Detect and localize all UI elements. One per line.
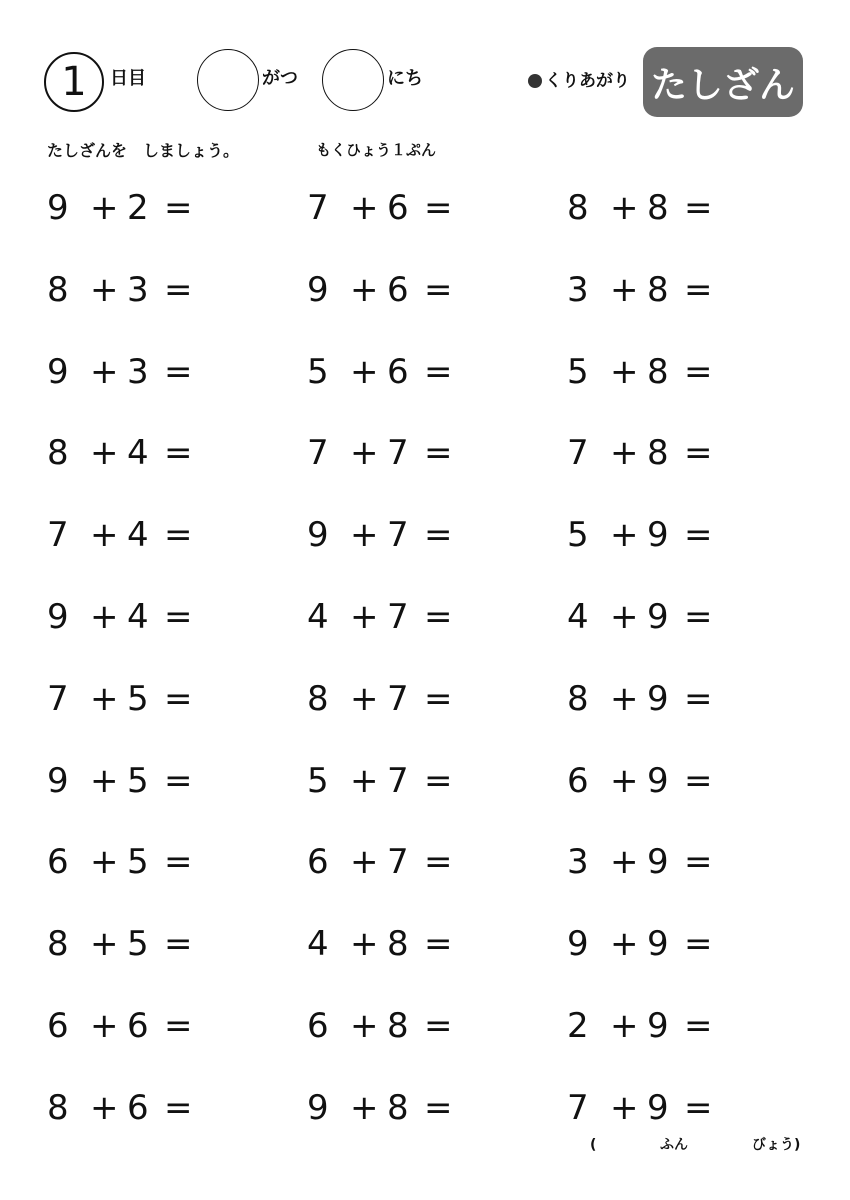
equals-sign: = — [424, 270, 453, 310]
plus-sign: + — [90, 352, 119, 392]
second-addend: 6 — [387, 188, 409, 228]
second-addend: 8 — [647, 188, 669, 228]
date-input-circle[interactable] — [322, 49, 384, 111]
second-addend: 4 — [127, 597, 149, 637]
equals-sign: = — [424, 679, 453, 719]
first-addend: 9 — [47, 597, 69, 637]
plus-sign: + — [350, 270, 379, 310]
minutes-label: ふん — [660, 1137, 688, 1153]
first-addend: 5 — [307, 352, 329, 392]
first-addend: 8 — [47, 924, 69, 964]
plus-sign: + — [350, 597, 379, 637]
second-addend: 9 — [647, 842, 669, 882]
first-addend: 2 — [567, 1006, 589, 1046]
plus-sign: + — [350, 188, 379, 228]
plus-sign: + — [350, 433, 379, 473]
second-addend: 5 — [127, 679, 149, 719]
second-addend: 8 — [387, 1088, 409, 1128]
second-addend: 7 — [387, 679, 409, 719]
first-addend: 8 — [567, 679, 589, 719]
second-addend: 4 — [127, 433, 149, 473]
second-addend: 7 — [387, 597, 409, 637]
plus-sign: + — [90, 1088, 119, 1128]
second-addend: 4 — [127, 515, 149, 555]
first-addend: 6 — [307, 842, 329, 882]
second-addend: 9 — [647, 515, 669, 555]
first-addend: 9 — [307, 1088, 329, 1128]
equals-sign: = — [164, 761, 193, 801]
math-problem — [307, 919, 527, 969]
plus-sign: + — [90, 842, 119, 882]
first-addend: 7 — [307, 188, 329, 228]
math-problem — [307, 1083, 527, 1133]
first-addend: 5 — [567, 515, 589, 555]
equals-sign: = — [424, 352, 453, 392]
math-problem — [567, 1001, 787, 1051]
math-problem — [307, 183, 527, 233]
equals-sign: = — [164, 924, 193, 964]
plus-sign: + — [350, 515, 379, 555]
equals-sign: = — [684, 1006, 713, 1046]
equals-sign: = — [164, 679, 193, 719]
math-problem — [47, 756, 267, 806]
first-addend: 6 — [47, 1006, 69, 1046]
first-addend: 4 — [567, 597, 589, 637]
plus-sign: + — [350, 924, 379, 964]
plus-sign: + — [90, 597, 119, 637]
second-addend: 8 — [387, 1006, 409, 1046]
math-problem — [567, 183, 787, 233]
plus-sign: + — [350, 761, 379, 801]
second-addend: 9 — [647, 597, 669, 637]
plus-sign: + — [610, 188, 639, 228]
day-label: 日目 — [110, 68, 146, 89]
plus-sign: + — [90, 1006, 119, 1046]
plus-sign: + — [610, 842, 639, 882]
math-problem — [47, 510, 267, 560]
first-addend: 9 — [307, 270, 329, 310]
plus-sign: + — [350, 352, 379, 392]
first-addend: 6 — [567, 761, 589, 801]
math-problem — [567, 1083, 787, 1133]
title-badge — [643, 47, 803, 117]
goal-text: もくひょう１ぷん — [316, 141, 437, 159]
plus-sign: + — [90, 433, 119, 473]
second-addend: 6 — [127, 1006, 149, 1046]
first-addend: 4 — [307, 597, 329, 637]
equals-sign: = — [164, 1006, 193, 1046]
equals-sign: = — [684, 515, 713, 555]
day-number: 1 — [61, 59, 87, 105]
first-addend: 7 — [567, 433, 589, 473]
second-addend: 7 — [387, 761, 409, 801]
math-problem — [47, 592, 267, 642]
plus-sign: + — [90, 761, 119, 801]
plus-sign: + — [610, 1006, 639, 1046]
first-addend: 8 — [567, 188, 589, 228]
second-addend: 8 — [647, 352, 669, 392]
second-addend: 7 — [387, 515, 409, 555]
plus-sign: + — [350, 1088, 379, 1128]
first-addend: 8 — [47, 270, 69, 310]
first-addend: 9 — [47, 352, 69, 392]
math-problem — [47, 1001, 267, 1051]
second-addend: 9 — [647, 761, 669, 801]
equals-sign: = — [164, 352, 193, 392]
equals-sign: = — [424, 1006, 453, 1046]
plus-sign: + — [610, 679, 639, 719]
math-problem — [567, 837, 787, 887]
equals-sign: = — [424, 924, 453, 964]
equals-sign: = — [164, 433, 193, 473]
equals-sign: = — [164, 188, 193, 228]
second-addend: 6 — [127, 1088, 149, 1128]
math-problem — [307, 756, 527, 806]
first-addend: 3 — [567, 842, 589, 882]
math-problem — [47, 347, 267, 397]
first-addend: 5 — [567, 352, 589, 392]
plus-sign: + — [610, 597, 639, 637]
equals-sign: = — [684, 433, 713, 473]
math-problem — [47, 674, 267, 724]
equals-sign: = — [684, 679, 713, 719]
first-addend: 7 — [47, 515, 69, 555]
equals-sign: = — [164, 597, 193, 637]
first-addend: 6 — [47, 842, 69, 882]
second-addend: 5 — [127, 761, 149, 801]
equals-sign: = — [684, 842, 713, 882]
first-addend: 6 — [307, 1006, 329, 1046]
math-problem — [567, 510, 787, 560]
plus-sign: + — [90, 515, 119, 555]
second-addend: 6 — [387, 270, 409, 310]
plus-sign: + — [90, 924, 119, 964]
first-addend: 9 — [47, 761, 69, 801]
math-problem — [567, 265, 787, 315]
equals-sign: = — [424, 188, 453, 228]
first-addend: 4 — [307, 924, 329, 964]
instruction-text: たしざんを しましょう。 — [47, 141, 240, 160]
first-addend: 8 — [47, 433, 69, 473]
bullet-icon — [528, 74, 542, 88]
plus-sign: + — [610, 515, 639, 555]
second-addend: 9 — [647, 679, 669, 719]
first-addend: 9 — [307, 515, 329, 555]
math-problem — [307, 265, 527, 315]
equals-sign: = — [424, 842, 453, 882]
second-addend: 8 — [647, 270, 669, 310]
equals-sign: = — [164, 270, 193, 310]
math-problem — [47, 265, 267, 315]
math-problem — [567, 756, 787, 806]
equals-sign: = — [164, 515, 193, 555]
equals-sign: = — [424, 1088, 453, 1128]
second-addend: 5 — [127, 924, 149, 964]
math-problem — [47, 183, 267, 233]
math-problem — [567, 347, 787, 397]
second-addend: 3 — [127, 270, 149, 310]
page-title: たしざん — [650, 64, 795, 106]
plus-sign: + — [90, 679, 119, 719]
plus-sign: + — [90, 270, 119, 310]
math-problem — [47, 837, 267, 887]
second-addend: 8 — [387, 924, 409, 964]
equals-sign: = — [424, 433, 453, 473]
plus-sign: + — [350, 842, 379, 882]
plus-sign: + — [610, 270, 639, 310]
date-label: にち — [387, 68, 423, 89]
month-input-circle[interactable] — [197, 49, 259, 111]
first-addend: 9 — [47, 188, 69, 228]
first-addend: 8 — [47, 1088, 69, 1128]
category-label: くりあがり — [545, 71, 630, 91]
first-addend: 5 — [307, 761, 329, 801]
second-addend: 9 — [647, 1006, 669, 1046]
math-problem — [307, 510, 527, 560]
seconds-label: びょう) — [752, 1137, 801, 1153]
equals-sign: = — [424, 515, 453, 555]
first-addend: 8 — [307, 679, 329, 719]
plus-sign: + — [90, 188, 119, 228]
equals-sign: = — [684, 761, 713, 801]
math-problem — [47, 428, 267, 478]
first-addend: 9 — [567, 924, 589, 964]
math-problem — [567, 592, 787, 642]
equals-sign: = — [164, 842, 193, 882]
math-problem — [307, 347, 527, 397]
second-addend: 9 — [647, 924, 669, 964]
second-addend: 3 — [127, 352, 149, 392]
math-problem — [47, 1083, 267, 1133]
equals-sign: = — [684, 924, 713, 964]
math-problem — [307, 1001, 527, 1051]
first-addend: 7 — [47, 679, 69, 719]
second-addend: 6 — [387, 352, 409, 392]
month-label: がつ — [262, 68, 298, 89]
equals-sign: = — [684, 1088, 713, 1128]
plus-sign: + — [610, 433, 639, 473]
math-problem — [307, 428, 527, 478]
second-addend: 7 — [387, 842, 409, 882]
plus-sign: + — [350, 1006, 379, 1046]
second-addend: 9 — [647, 1088, 669, 1128]
plus-sign: + — [610, 352, 639, 392]
first-addend: 7 — [567, 1088, 589, 1128]
plus-sign: + — [610, 924, 639, 964]
equals-sign: = — [684, 188, 713, 228]
second-addend: 8 — [647, 433, 669, 473]
equals-sign: = — [684, 270, 713, 310]
time-open-paren: ( — [590, 1137, 597, 1153]
day-number-circle — [44, 52, 104, 112]
plus-sign: + — [350, 679, 379, 719]
equals-sign: = — [424, 597, 453, 637]
plus-sign: + — [610, 761, 639, 801]
math-problem — [47, 919, 267, 969]
equals-sign: = — [684, 597, 713, 637]
equals-sign: = — [164, 1088, 193, 1128]
first-addend: 3 — [567, 270, 589, 310]
second-addend: 7 — [387, 433, 409, 473]
math-problem — [567, 919, 787, 969]
math-problem — [307, 674, 527, 724]
math-problem — [307, 837, 527, 887]
math-problem — [567, 674, 787, 724]
first-addend: 7 — [307, 433, 329, 473]
math-problem — [307, 592, 527, 642]
second-addend: 5 — [127, 842, 149, 882]
second-addend: 2 — [127, 188, 149, 228]
equals-sign: = — [424, 761, 453, 801]
math-problem — [567, 428, 787, 478]
plus-sign: + — [610, 1088, 639, 1128]
equals-sign: = — [684, 352, 713, 392]
